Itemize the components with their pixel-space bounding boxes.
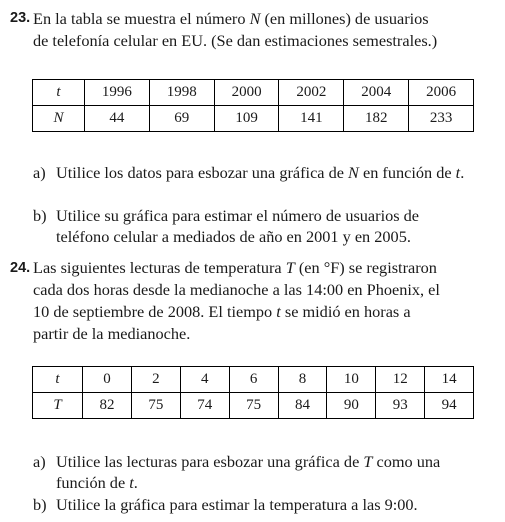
table-header-label: t xyxy=(33,80,85,106)
part-label: b) xyxy=(33,206,47,225)
table-cell: 1996 xyxy=(85,80,150,106)
problem-23-part-b xyxy=(33,205,473,247)
table-row xyxy=(33,367,474,393)
table-cell: 141 xyxy=(279,106,344,132)
table-cell: 90 xyxy=(327,393,376,419)
table-cell: 1998 xyxy=(149,80,214,106)
table-cell: 8 xyxy=(278,367,327,393)
part-text: Utilice las lecturas para esbozar una gráfica de T como una función de t. xyxy=(56,452,441,492)
table-row xyxy=(33,80,474,106)
table-cell: 74 xyxy=(180,393,229,419)
problem-23-statement xyxy=(33,8,478,52)
table-cell: 69 xyxy=(149,106,214,132)
table-cell: 0 xyxy=(83,367,132,393)
part-text: Utilice la gráfica para estimar la temperatura a las 9:00. xyxy=(56,495,418,514)
table-value-label: N xyxy=(33,106,85,132)
table-cell: 84 xyxy=(278,393,327,419)
problem-23-statement-line-1: En la tabla se muestra el número N (en millones) de usuarios xyxy=(33,9,429,28)
problem-24-table xyxy=(32,366,474,419)
table-cell: 2002 xyxy=(279,80,344,106)
table-cell: 2 xyxy=(131,367,180,393)
table-cell: 75 xyxy=(229,393,278,419)
part-text: Utilice su gráfica para estimar el número de usuarios de teléfono celular a mediados de año en 2001 y en 2005. xyxy=(56,206,420,246)
table-cell: 82 xyxy=(83,393,132,419)
table-value-label: T xyxy=(33,393,83,419)
table-cell: 10 xyxy=(327,367,376,393)
part-text: Utilice los datos para esbozar una gráfica de N en función de t. xyxy=(56,163,465,182)
problem-24-part-a xyxy=(33,451,473,493)
table-cell: 2004 xyxy=(344,80,409,106)
problem-23-number: 23. xyxy=(10,10,31,26)
table-cell: 233 xyxy=(409,106,474,132)
part-label: b) xyxy=(33,495,47,514)
part-label: a) xyxy=(33,163,46,182)
problem-24-part-b xyxy=(33,494,473,515)
problem-23-part-a xyxy=(33,162,473,183)
table-cell: 75 xyxy=(131,393,180,419)
table-cell: 12 xyxy=(376,367,425,393)
table-cell: 4 xyxy=(180,367,229,393)
table-row xyxy=(33,106,474,132)
table-cell: 6 xyxy=(229,367,278,393)
table-cell: 14 xyxy=(425,367,474,393)
table-cell: 2006 xyxy=(409,80,474,106)
problem-24-number: 24. xyxy=(10,260,31,276)
problem-24-statement-line-3: 10 de septiembre de 2008. El tiempo t se midió en horas a xyxy=(33,302,411,321)
problem-24-statement xyxy=(33,257,478,345)
table-cell: 2000 xyxy=(214,80,279,106)
problem-23-table xyxy=(32,79,474,132)
problem-24-statement-line-2: cada dos horas desde la medianoche a las 14:00 en Phoenix, el xyxy=(33,280,440,299)
table-cell: 94 xyxy=(425,393,474,419)
table-cell: 109 xyxy=(214,106,279,132)
part-label: a) xyxy=(33,452,46,471)
problem-24-statement-line-1: Las siguientes lecturas de temperatura T (en °F) se registraron xyxy=(33,258,437,277)
table-cell: 93 xyxy=(376,393,425,419)
problem-24-statement-line-4: partir de la medianoche. xyxy=(33,324,191,343)
table-cell: 44 xyxy=(85,106,150,132)
problem-23-statement-line-2: de telefonía celular en EU. (Se dan estimaciones semestrales.) xyxy=(33,31,438,50)
table-header-label: t xyxy=(33,367,83,393)
table-row xyxy=(33,393,474,419)
table-cell: 182 xyxy=(344,106,409,132)
